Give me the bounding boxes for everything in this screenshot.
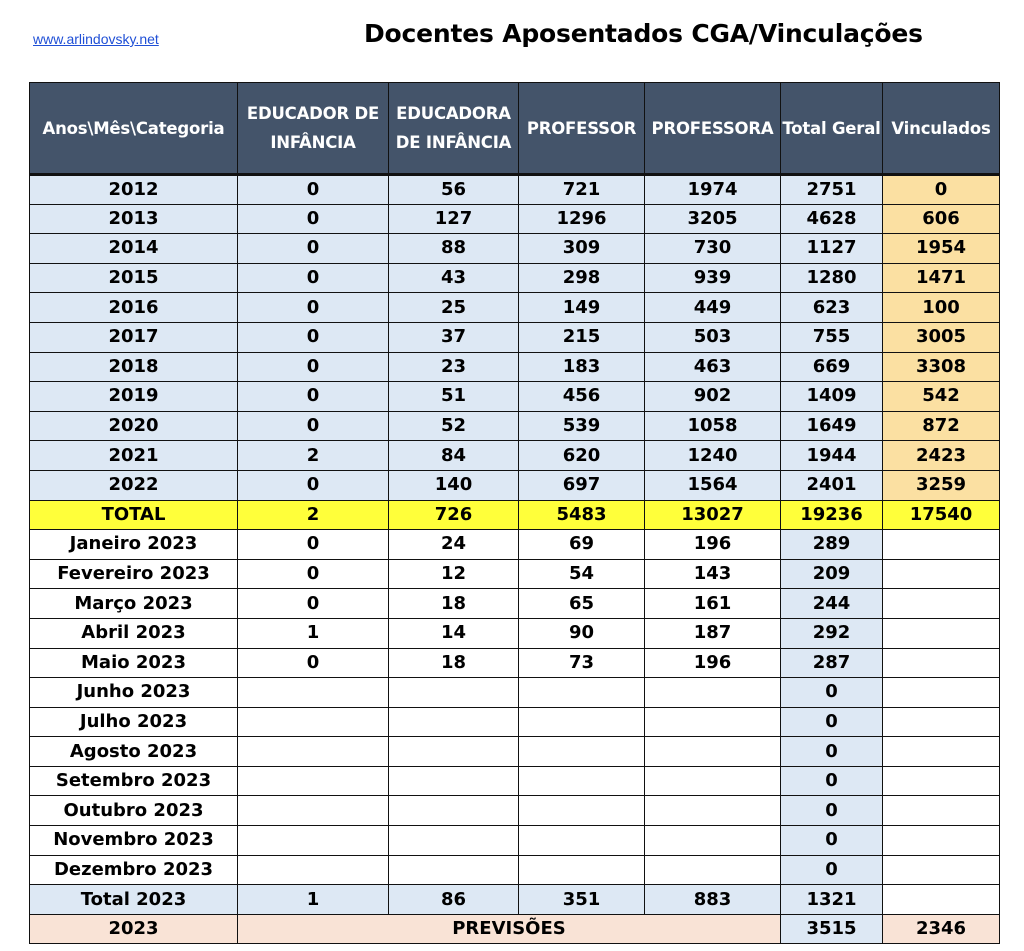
cell-vinculados [883, 648, 1000, 678]
cell-vinculados [883, 766, 1000, 796]
cell-total-geral: 209 [781, 559, 883, 589]
cell-total-geral: 0 [781, 678, 883, 708]
cell-total-geral: 4628 [781, 204, 883, 234]
cell-vinculados [883, 855, 1000, 885]
cell-professora: 143 [645, 559, 781, 589]
cell-educador [238, 737, 389, 767]
table-row [30, 855, 1000, 885]
cell-vinculados: 606 [883, 204, 1000, 234]
cell-professora: 939 [645, 263, 781, 293]
cell-professora: 449 [645, 293, 781, 323]
column-header-educador: EDUCADOR DE INFÂNCIA [238, 83, 389, 175]
cell-educador: 0 [238, 204, 389, 234]
cell-professora: 1564 [645, 470, 781, 500]
cell-vinculados: 872 [883, 411, 1000, 441]
cell-category: Total 2023 [30, 885, 238, 915]
cell-category: Julho 2023 [30, 707, 238, 737]
cell-total-geral: 1280 [781, 263, 883, 293]
cell-total-geral: 0 [781, 826, 883, 856]
cell-total-geral: 2751 [781, 175, 883, 205]
table-row [30, 766, 1000, 796]
cell-professora: 196 [645, 530, 781, 560]
forecast-label: PREVISÕES [238, 914, 781, 944]
cell-category: 2020 [30, 411, 238, 441]
cell-total-geral: 1649 [781, 411, 883, 441]
cell-educador [238, 826, 389, 856]
cell-vinculados: 1471 [883, 263, 1000, 293]
cell-educador: 1 [238, 618, 389, 648]
cell-professora [645, 826, 781, 856]
table-row [30, 175, 1000, 205]
cell-professora [645, 737, 781, 767]
cell-educador: 1 [238, 885, 389, 915]
cell-educadora: 18 [389, 589, 519, 619]
cell-category: Abril 2023 [30, 618, 238, 648]
column-header-vinculados: Vinculados [883, 83, 1000, 175]
cell-professor: 697 [519, 470, 645, 500]
cell-total-geral: 0 [781, 707, 883, 737]
cell-educadora: 51 [389, 382, 519, 412]
table-row [30, 648, 1000, 678]
cell-educadora: 127 [389, 204, 519, 234]
cell-vinculados: 1954 [883, 234, 1000, 264]
cell-vinculados: 100 [883, 293, 1000, 323]
cell-educadora: 56 [389, 175, 519, 205]
cell-professora: 1240 [645, 441, 781, 471]
cell-educador: 0 [238, 470, 389, 500]
table-row [30, 263, 1000, 293]
cell-professor: 620 [519, 441, 645, 471]
table-row [30, 411, 1000, 441]
cell-category: 2012 [30, 175, 238, 205]
cell-educador: 0 [238, 263, 389, 293]
cell-professor: 1296 [519, 204, 645, 234]
cell-professor: 69 [519, 530, 645, 560]
table-row [30, 382, 1000, 412]
cell-vinculados [883, 707, 1000, 737]
cell-vinculados [883, 618, 1000, 648]
cell-professor [519, 707, 645, 737]
table-row [30, 530, 1000, 560]
cell-educadora: 23 [389, 352, 519, 382]
cell-total-geral: 1409 [781, 382, 883, 412]
cell-professora: 161 [645, 589, 781, 619]
cell-vinculados [883, 678, 1000, 708]
cell-category: 2014 [30, 234, 238, 264]
cell-professora [645, 707, 781, 737]
cell-educador: 2 [238, 441, 389, 471]
cell-total-geral: 669 [781, 352, 883, 382]
cell-total-geral: 755 [781, 322, 883, 352]
cell-vinculados [883, 559, 1000, 589]
column-header-professora: PROFESSORA [645, 83, 781, 175]
cell-total-geral: 289 [781, 530, 883, 560]
site-link[interactable]: www.arlindovsky.net [33, 31, 159, 47]
table-row [30, 589, 1000, 619]
cell-educador: 0 [238, 175, 389, 205]
cell-professor: 351 [519, 885, 645, 915]
cell-vinculados [883, 530, 1000, 560]
cell-vinculados: 3308 [883, 352, 1000, 382]
cell-vinculados: 3005 [883, 322, 1000, 352]
cell-total-geral: 1944 [781, 441, 883, 471]
cell-category: Dezembro 2023 [30, 855, 238, 885]
cell-educador: 0 [238, 234, 389, 264]
cell-category: Agosto 2023 [30, 737, 238, 767]
cell-professor [519, 855, 645, 885]
cell-category: TOTAL [30, 500, 238, 530]
table-row [30, 559, 1000, 589]
cell-category: 2021 [30, 441, 238, 471]
cell-vinculados: 17540 [883, 500, 1000, 530]
table-row [30, 618, 1000, 648]
total-row [30, 500, 1000, 530]
cell-category: Março 2023 [30, 589, 238, 619]
cell-professor: 183 [519, 352, 645, 382]
cell-educador: 2 [238, 500, 389, 530]
cell-professor: 90 [519, 618, 645, 648]
cell-educador: 0 [238, 382, 389, 412]
cell-educadora [389, 766, 519, 796]
cell-professora [645, 855, 781, 885]
cell-professor: 309 [519, 234, 645, 264]
cell-professor: 149 [519, 293, 645, 323]
cell-vinculados [883, 796, 1000, 826]
column-header-category: Anos\Mês\Categoria [30, 83, 238, 175]
cell-professora: 730 [645, 234, 781, 264]
total-2023-row [30, 885, 1000, 915]
cell-professor: 65 [519, 589, 645, 619]
cell-educador [238, 766, 389, 796]
cell-professora: 883 [645, 885, 781, 915]
cell-category: Junho 2023 [30, 678, 238, 708]
column-header-professor: PROFESSOR [519, 83, 645, 175]
cell-educador: 0 [238, 530, 389, 560]
table-row [30, 678, 1000, 708]
cell-total-geral: 1321 [781, 885, 883, 915]
table-row [30, 234, 1000, 264]
cell-professora: 463 [645, 352, 781, 382]
cell-total-geral: 0 [781, 737, 883, 767]
forecast-row [30, 914, 1000, 944]
cell-educadora: 18 [389, 648, 519, 678]
cell-total-geral: 1127 [781, 234, 883, 264]
cell-professora: 3205 [645, 204, 781, 234]
cell-educadora: 37 [389, 322, 519, 352]
cell-educadora: 726 [389, 500, 519, 530]
cell-educador [238, 678, 389, 708]
cell-educadora: 84 [389, 441, 519, 471]
cell-vinculados [883, 826, 1000, 856]
cell-professor: 456 [519, 382, 645, 412]
header-row [30, 83, 1000, 175]
cell-educador: 0 [238, 352, 389, 382]
cell-category: Setembro 2023 [30, 766, 238, 796]
cell-professor: 5483 [519, 500, 645, 530]
cell-total-geral: 623 [781, 293, 883, 323]
cell-educadora: 140 [389, 470, 519, 500]
cell-professor [519, 766, 645, 796]
cell-total-geral: 0 [781, 855, 883, 885]
cell-educadora: 86 [389, 885, 519, 915]
cell-professor: 54 [519, 559, 645, 589]
cell-vinculados: 3259 [883, 470, 1000, 500]
cell-professora: 196 [645, 648, 781, 678]
retirement-table [29, 82, 1000, 944]
table-row [30, 441, 1000, 471]
cell-professora: 187 [645, 618, 781, 648]
cell-category: 2022 [30, 470, 238, 500]
cell-professor [519, 826, 645, 856]
cell-category: Janeiro 2023 [30, 530, 238, 560]
cell-vinculados [883, 589, 1000, 619]
cell-professor: 539 [519, 411, 645, 441]
cell-educadora [389, 707, 519, 737]
cell-total-geral: 0 [781, 796, 883, 826]
page-title: Docentes Aposentados CGA/Vinculações [364, 19, 923, 48]
table-row [30, 707, 1000, 737]
table-row [30, 322, 1000, 352]
cell-professor [519, 796, 645, 826]
cell-educadora: 52 [389, 411, 519, 441]
cell-educador: 0 [238, 648, 389, 678]
cell-category: 2015 [30, 263, 238, 293]
cell-professora [645, 766, 781, 796]
cell-educadora: 25 [389, 293, 519, 323]
cell-professora: 1974 [645, 175, 781, 205]
column-header-total-geral: Total Geral [781, 83, 883, 175]
cell-educador: 0 [238, 559, 389, 589]
cell-professor: 215 [519, 322, 645, 352]
cell-educador [238, 707, 389, 737]
table-row [30, 293, 1000, 323]
cell-vinculados: 0 [883, 175, 1000, 205]
cell-professor [519, 737, 645, 767]
cell-category: Novembro 2023 [30, 826, 238, 856]
cell-educador: 0 [238, 589, 389, 619]
cell-educadora [389, 678, 519, 708]
cell-educador: 0 [238, 322, 389, 352]
cell-educadora [389, 737, 519, 767]
cell-educadora [389, 855, 519, 885]
forecast-total-geral: 3515 [781, 914, 883, 944]
cell-vinculados [883, 885, 1000, 915]
cell-vinculados: 542 [883, 382, 1000, 412]
cell-educadora [389, 826, 519, 856]
column-header-educadora: EDUCADORA DE INFÂNCIA [389, 83, 519, 175]
cell-category: 2013 [30, 204, 238, 234]
cell-total-geral: 244 [781, 589, 883, 619]
cell-total-geral: 2401 [781, 470, 883, 500]
cell-professor: 298 [519, 263, 645, 293]
cell-total-geral: 0 [781, 766, 883, 796]
cell-vinculados: 2423 [883, 441, 1000, 471]
cell-total-geral: 292 [781, 618, 883, 648]
cell-category: 2019 [30, 382, 238, 412]
cell-educadora: 43 [389, 263, 519, 293]
cell-professora: 902 [645, 382, 781, 412]
cell-total-geral: 287 [781, 648, 883, 678]
cell-category: 2018 [30, 352, 238, 382]
cell-educadora: 88 [389, 234, 519, 264]
forecast-year: 2023 [30, 914, 238, 944]
cell-educadora [389, 796, 519, 826]
cell-professora: 13027 [645, 500, 781, 530]
cell-category: Fevereiro 2023 [30, 559, 238, 589]
cell-educadora: 14 [389, 618, 519, 648]
table-row [30, 826, 1000, 856]
cell-educador [238, 855, 389, 885]
cell-total-geral: 19236 [781, 500, 883, 530]
table-row [30, 352, 1000, 382]
cell-professora: 503 [645, 322, 781, 352]
table-row [30, 737, 1000, 767]
cell-professora [645, 796, 781, 826]
table-row [30, 796, 1000, 826]
cell-educadora: 12 [389, 559, 519, 589]
table-row [30, 204, 1000, 234]
forecast-vinculados: 2346 [883, 914, 1000, 944]
cell-category: 2017 [30, 322, 238, 352]
cell-category: 2016 [30, 293, 238, 323]
cell-professor [519, 678, 645, 708]
cell-professor: 721 [519, 175, 645, 205]
table-row [30, 470, 1000, 500]
cell-educadora: 24 [389, 530, 519, 560]
cell-educador: 0 [238, 411, 389, 441]
cell-vinculados [883, 737, 1000, 767]
cell-educador [238, 796, 389, 826]
cell-category: Maio 2023 [30, 648, 238, 678]
cell-professora: 1058 [645, 411, 781, 441]
cell-professora [645, 678, 781, 708]
cell-category: Outubro 2023 [30, 796, 238, 826]
cell-professor: 73 [519, 648, 645, 678]
cell-educador: 0 [238, 293, 389, 323]
